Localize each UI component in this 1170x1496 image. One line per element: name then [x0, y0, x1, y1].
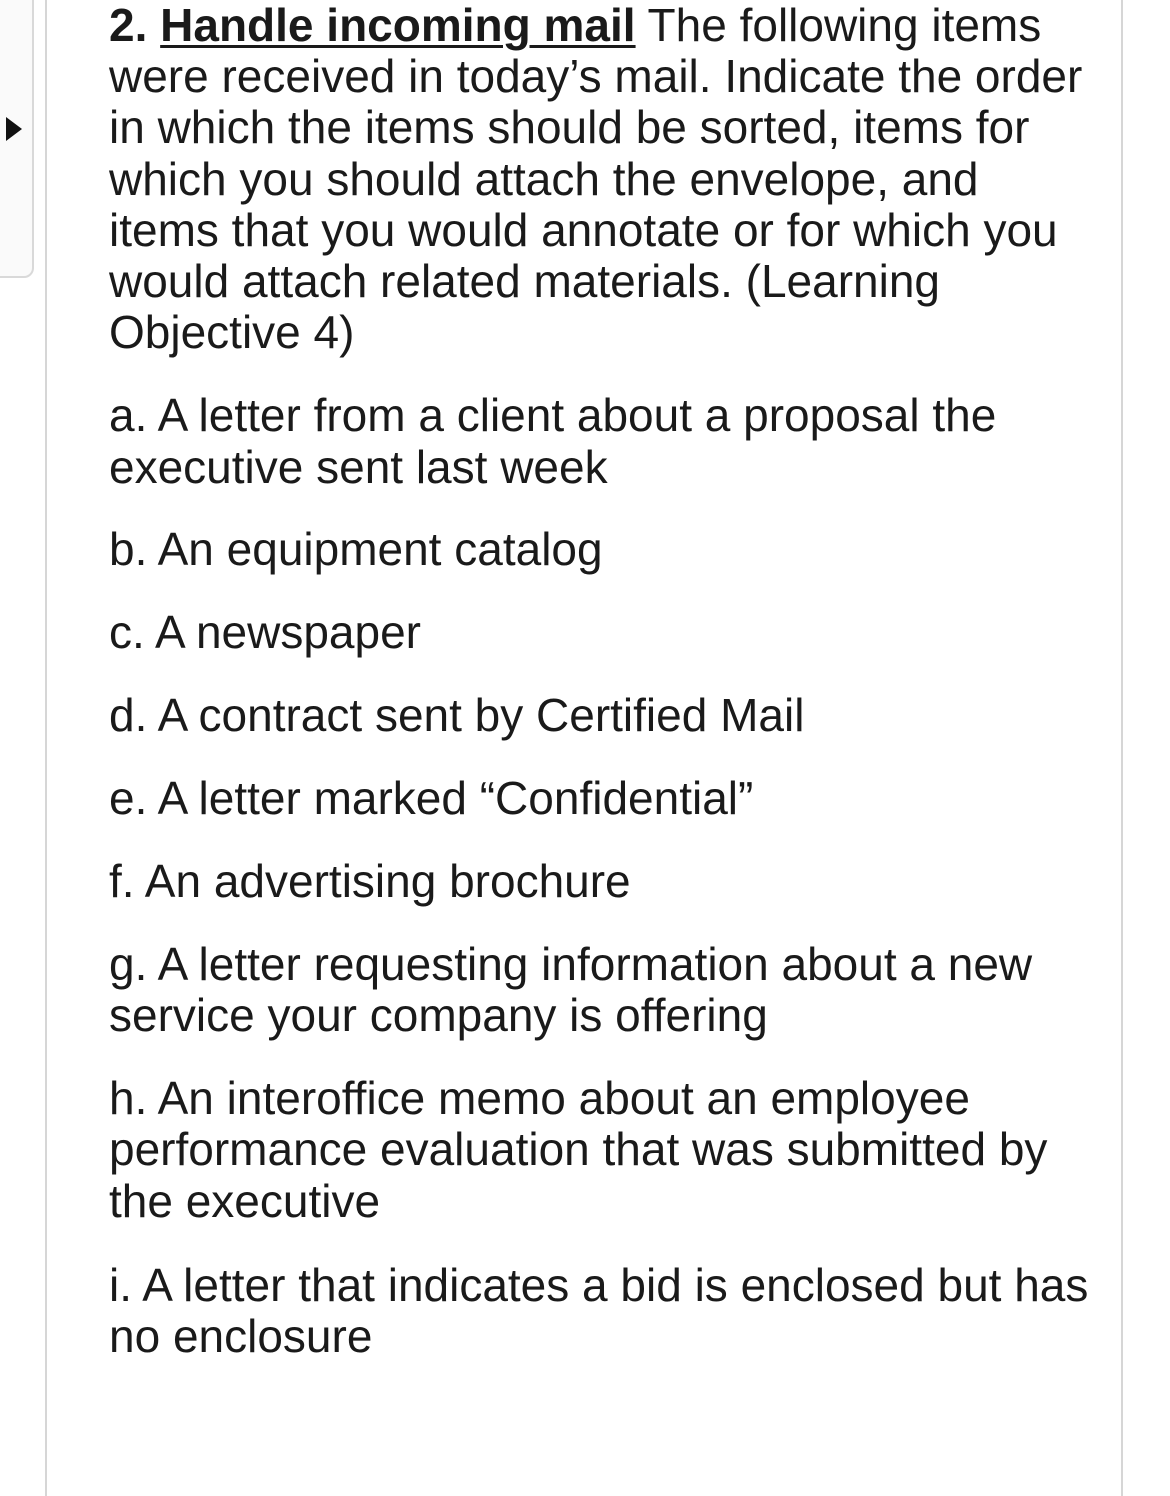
list-item-a: a. A letter from a client about a proposal the executive sent last week — [109, 389, 997, 493]
list-item-f: f. An advertising brochure — [109, 854, 631, 907]
triangle-right-icon[interactable] — [6, 117, 22, 141]
list-item-c: c. A newspaper — [109, 606, 421, 659]
question-number: 2. — [109, 0, 148, 51]
side-panel-tab[interactable] — [0, 0, 34, 278]
question-title: Handle incoming mail — [160, 0, 636, 51]
list-item-e: e. A letter marked “Confidential” — [109, 772, 754, 825]
question-content — [109, 0, 1099, 1362]
list-item-g: g. A letter requesting information about a new service your company is offering — [109, 937, 1033, 1042]
list-item-b: b. An equipment catalog — [109, 522, 603, 575]
mail-items-list — [109, 390, 1099, 1362]
right-border — [1121, 0, 1123, 1496]
list-item-h: h. An interoffice memo about an employee performance evaluation that was submitted by the executive — [109, 1072, 1048, 1227]
list-item-i: i. A letter that indicates a bid is enclosed but has no enclosure — [109, 1258, 1089, 1363]
left-border — [45, 0, 47, 1496]
question-text: The following items were received in today’s mail. Indicate the order in which the items should be sorted, items for which you should attach the envelope, and items that you would annotate or for which you would attach related materials. (Learning Objective 4) — [109, 0, 1083, 359]
list-item-d: d. A contract sent by Certified Mail — [109, 689, 805, 742]
question-paragraph — [109, 0, 1099, 358]
